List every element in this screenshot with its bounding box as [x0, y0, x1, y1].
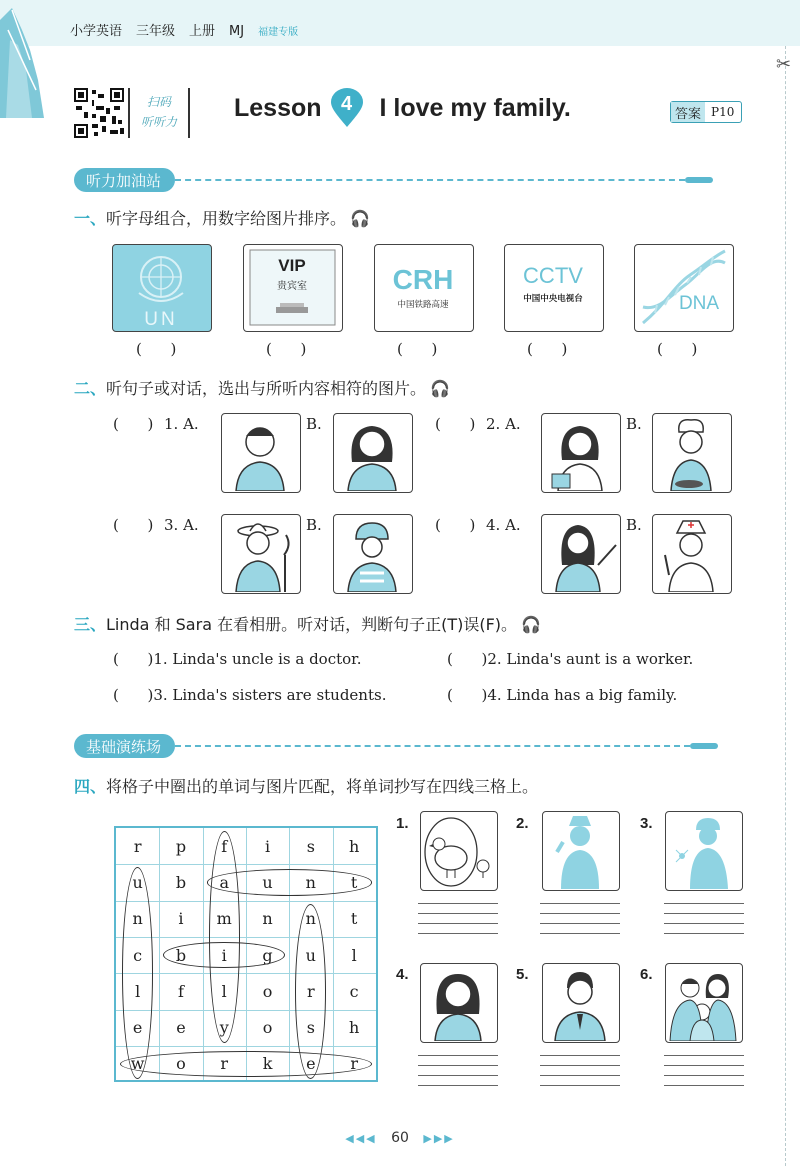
- grid-letter: i: [221, 945, 227, 965]
- lesson-title-text: I love my family.: [379, 93, 571, 122]
- grid-letter: t: [350, 872, 358, 892]
- circled-word-oval: [209, 831, 240, 1043]
- grid-letter: h: [348, 836, 360, 856]
- grid-letter: n: [262, 909, 273, 929]
- grid-letter: n: [305, 909, 316, 929]
- grid-letter: r: [307, 981, 315, 1001]
- grid-letter: l: [351, 945, 357, 965]
- writing-lines-6[interactable]: [664, 1055, 744, 1095]
- vip-text: VIP: [278, 256, 306, 275]
- grid-letter: e: [132, 1018, 143, 1038]
- q4-4-aunt-picture: [420, 963, 498, 1043]
- grid-letter: i: [264, 836, 271, 856]
- scan-line1: 扫码: [146, 95, 171, 109]
- q2-1a-man-picture[interactable]: [221, 413, 301, 493]
- q1-number: 一、: [74, 209, 107, 228]
- q2-4a-teacher-picture[interactable]: [541, 514, 621, 594]
- header-volume: 上册: [189, 24, 216, 39]
- vip-sub-text: 贵宾室: [277, 281, 307, 292]
- grid-letter: c: [349, 981, 359, 1001]
- q2-2a-teacher-picture[interactable]: [541, 413, 621, 493]
- grid-letter: a: [219, 872, 230, 892]
- qr-code-icon[interactable]: [74, 88, 124, 138]
- header-breadcrumb: [70, 20, 312, 39]
- q2-item4-label: 4. A.: [486, 516, 521, 534]
- grid-letter: c: [133, 945, 143, 965]
- q4-5-uncle-picture: [542, 963, 620, 1043]
- writing-lines-1[interactable]: [418, 903, 498, 943]
- grid-letter: r: [133, 836, 142, 856]
- grid-letter: o: [262, 1018, 273, 1038]
- q4-pic-number-4: 4.: [396, 966, 409, 983]
- q4-pic-number-5: 5.: [516, 966, 529, 983]
- writing-lines-2[interactable]: [540, 903, 620, 943]
- answer-label: 答案: [671, 102, 705, 122]
- writing-lines-5[interactable]: [540, 1055, 620, 1095]
- writing-lines-3[interactable]: [664, 903, 744, 943]
- grid-letter: m: [216, 909, 232, 929]
- q2-item4-b-label: B.: [626, 516, 642, 534]
- scan-line2: 听听力: [140, 115, 177, 129]
- q2-text: 听句子或对话，选出与所听内容相符的图片。: [106, 379, 427, 398]
- word-search-grid: [114, 826, 378, 1082]
- q2-item3-b-label: B.: [306, 516, 322, 534]
- grid-letter: s: [306, 836, 315, 856]
- grid-letter: h: [348, 1018, 360, 1038]
- q1-heading: [74, 206, 370, 229]
- cctv-text: CCTV: [523, 263, 583, 288]
- q2-item1-label: 1. A.: [164, 415, 199, 433]
- section-dash: [175, 179, 685, 181]
- q1-answer-blank-2[interactable]: ( ): [266, 340, 307, 358]
- circled-word-oval: [120, 1051, 372, 1077]
- q2-3a-farmer-picture[interactable]: [221, 514, 301, 594]
- cut-line: [785, 46, 786, 1166]
- grid-letter: w: [130, 1054, 145, 1074]
- picture-crh: [374, 244, 474, 332]
- section-end-bar: [685, 177, 713, 183]
- q4-6-family-picture: [665, 963, 743, 1043]
- q2-item4-blank[interactable]: ( ): [435, 516, 476, 534]
- picture-cctv: [504, 244, 604, 332]
- q4-heading: [74, 774, 538, 797]
- crh-sub-text: 中国铁路高速: [397, 300, 449, 310]
- headphones-icon: 🎧: [350, 209, 370, 228]
- grid-letter: f: [221, 836, 228, 856]
- q3-heading: [74, 612, 541, 635]
- q4-pic-number-3: 3.: [640, 815, 653, 832]
- q2-3b-worker-picture[interactable]: [333, 514, 413, 594]
- page-title: [234, 88, 571, 128]
- picture-dna: [634, 244, 734, 332]
- q4-1-hen-chick-picture: [420, 811, 498, 891]
- un-text: UN: [144, 309, 178, 330]
- right-arrows-icon: ▶▶▶: [423, 1132, 455, 1145]
- grid-letter: f: [177, 981, 184, 1001]
- q1-text: 听字母组合，用数字给图片排序。: [106, 209, 347, 228]
- grid-letter: u: [262, 872, 273, 892]
- q4-text: 将格子中圈出的单词与图片匹配，将单词抄写在四线三格上。: [106, 777, 539, 796]
- q1-answer-blank-1[interactable]: ( ): [136, 340, 177, 358]
- q3-item4[interactable]: ( )4. Linda has a big family.: [447, 686, 678, 704]
- circled-word-oval: [122, 867, 153, 1079]
- grid-letter: r: [220, 1054, 229, 1074]
- grid-letter: o: [262, 981, 273, 1001]
- q2-item1-blank[interactable]: ( ): [113, 415, 154, 433]
- grid-letter: e: [176, 1018, 186, 1038]
- section-label-listening: 听力加油站: [74, 168, 175, 192]
- q1-answer-blank-3[interactable]: ( ): [397, 340, 438, 358]
- tower-decoration-icon: [0, 0, 50, 118]
- grid-letter: i: [178, 909, 184, 929]
- q4-2-nurse-silhouette-picture: [542, 811, 620, 891]
- section-dash: [175, 745, 690, 747]
- grid-letter: y: [219, 1018, 229, 1038]
- q3-item3[interactable]: ( )3. Linda's sisters are students.: [113, 686, 387, 704]
- q2-item3-label: 3. A.: [164, 516, 199, 534]
- q3-text: Linda 和 Sara 在看相册。听对话，判断句子正(T)误(F)。: [106, 615, 518, 634]
- picture-vip: [243, 244, 343, 332]
- scissors-icon: ✂: [776, 54, 792, 75]
- section-banner-listening: [74, 168, 713, 192]
- header-subject: 小学英语: [70, 24, 123, 39]
- q2-heading: [74, 376, 450, 399]
- crh-text: CRH: [392, 264, 454, 295]
- q2-number: 二、: [74, 379, 107, 398]
- page-number-footer: [0, 1130, 800, 1146]
- headphones-icon: 🎧: [430, 379, 450, 398]
- q2-2b-cook-picture[interactable]: [652, 413, 732, 493]
- scan-to-listen-label: [128, 88, 190, 138]
- headphones-icon: 🎧: [521, 615, 541, 634]
- section-end-bar: [690, 743, 718, 749]
- lesson-number: 4: [340, 93, 353, 115]
- grid-letter: l: [221, 981, 227, 1001]
- q4-number: 四、: [74, 777, 107, 796]
- q2-item2-b-label: B.: [626, 415, 642, 433]
- answer-page: P10: [711, 105, 735, 119]
- q4-pic-number-1: 1.: [396, 815, 409, 832]
- cctv-sub-text: 中国中央电视台: [523, 294, 583, 304]
- page-number: 60: [391, 1130, 409, 1146]
- q4-pic-number-2: 2.: [516, 815, 529, 832]
- grid-letter: n: [305, 872, 316, 892]
- q2-item1-b-label: B.: [306, 415, 322, 433]
- left-arrows-icon: ◀◀◀: [345, 1132, 377, 1145]
- writing-lines-4[interactable]: [418, 1055, 498, 1095]
- grid-letter: g: [262, 945, 273, 965]
- grid-letter: u: [132, 872, 143, 892]
- picture-un: [112, 244, 212, 332]
- q3-number: 三、: [74, 615, 107, 634]
- q2-4b-nurse-picture[interactable]: [652, 514, 732, 594]
- section-banner-practice: [74, 734, 718, 758]
- grid-letter: u: [305, 945, 316, 965]
- grid-letter: s: [306, 1018, 315, 1038]
- header-edition-region: 福建专版: [258, 27, 299, 38]
- dna-text: DNA: [678, 293, 720, 314]
- location-pin-icon: [330, 88, 364, 128]
- header-grade: 三年级: [136, 24, 176, 39]
- answer-reference: [670, 101, 742, 123]
- q1-answer-blank-4[interactable]: ( ): [527, 340, 568, 358]
- header-edition-code: MJ: [229, 24, 245, 39]
- grid-letter: b: [175, 872, 187, 892]
- q4-3-worker-silhouette-picture: [665, 811, 743, 891]
- q3-item2[interactable]: ( )2. Linda's aunt is a worker.: [447, 650, 694, 668]
- lesson-word: Lesson: [234, 93, 322, 122]
- grid-letter: o: [176, 1054, 186, 1074]
- q2-item3-blank[interactable]: ( ): [113, 516, 154, 534]
- grid-letter: n: [132, 909, 143, 929]
- q4-pic-number-6: 6.: [640, 966, 653, 983]
- grid-letter: k: [262, 1054, 273, 1074]
- q2-item2-label: 2. A.: [486, 415, 521, 433]
- q3-item1[interactable]: ( )1. Linda's uncle is a doctor.: [113, 650, 362, 668]
- q2-1b-woman-picture[interactable]: [333, 413, 413, 493]
- section-label-practice: 基础演练场: [74, 734, 175, 758]
- grid-letter: t: [350, 909, 358, 929]
- grid-letter: b: [175, 945, 187, 965]
- q1-answer-blank-5[interactable]: ( ): [657, 340, 698, 358]
- grid-letter: r: [350, 1054, 358, 1074]
- q2-item2-blank[interactable]: ( ): [435, 415, 476, 433]
- grid-letter: p: [175, 836, 187, 856]
- grid-letter: l: [135, 981, 141, 1001]
- grid-letter: e: [306, 1054, 316, 1074]
